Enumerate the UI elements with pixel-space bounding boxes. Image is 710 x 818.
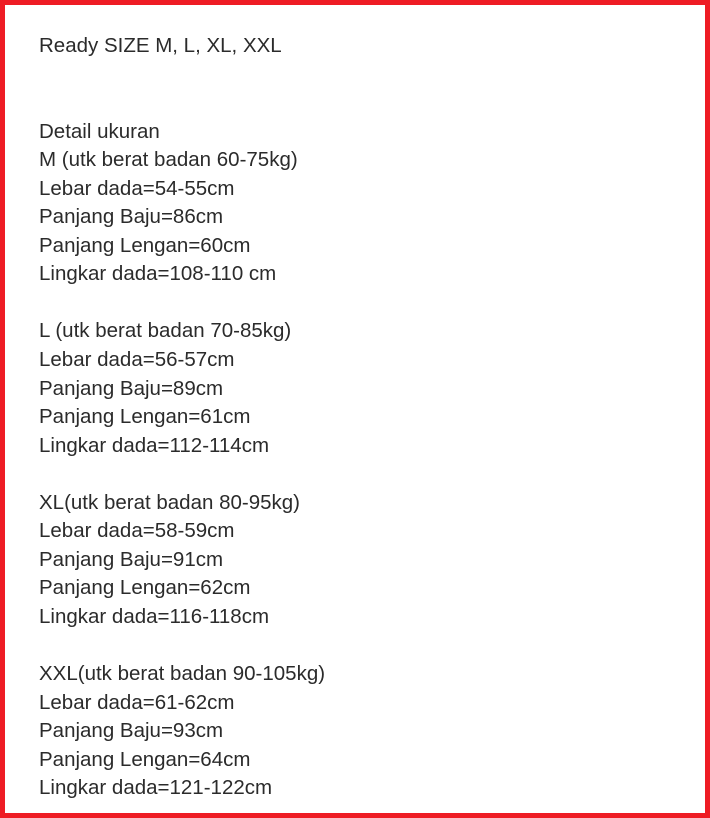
lebar-dada: Lebar dada=56-57cm (39, 348, 235, 372)
section-title: Detail ukuran (39, 119, 160, 143)
size-chart-text (39, 32, 325, 803)
blank-line (39, 460, 325, 489)
panjang-lengan: Panjang Lengan=60cm (39, 233, 251, 257)
size-block-xl (39, 489, 325, 632)
lingkar-dada: Lingkar dada=108-110 cm (39, 262, 277, 286)
size-label: M (utk berat badan 60-75kg) (39, 148, 298, 172)
panjang-baju: Panjang Baju=93cm (39, 719, 224, 743)
blank-line (39, 289, 325, 318)
size-block-m (39, 146, 325, 289)
size-label: L (utk berat badan 70-85kg) (39, 319, 292, 343)
panjang-baju: Panjang Baju=86cm (39, 205, 224, 229)
size-label: XXL(utk berat badan 90-105kg) (39, 662, 326, 686)
panjang-lengan: Panjang Lengan=64cm (39, 747, 251, 771)
size-block-l (39, 317, 325, 460)
blank-line (39, 631, 325, 660)
lingkar-dada: Lingkar dada=121-122cm (39, 776, 273, 800)
size-label: XL(utk berat badan 80-95kg) (39, 490, 300, 514)
lebar-dada: Lebar dada=54-55cm (39, 176, 235, 200)
panjang-lengan: Panjang Lengan=61cm (39, 405, 251, 429)
heading: Ready SIZE M, L, XL, XXL (39, 34, 282, 57)
lingkar-dada: Lingkar dada=112-114cm (39, 433, 270, 457)
blank-line (39, 89, 325, 118)
blank-line (39, 61, 325, 90)
lebar-dada: Lebar dada=61-62cm (39, 690, 235, 714)
panjang-lengan: Panjang Lengan=62cm (39, 576, 251, 600)
lebar-dada: Lebar dada=58-59cm (39, 519, 235, 543)
panjang-baju: Panjang Baju=91cm (39, 547, 224, 571)
panjang-baju: Panjang Baju=89cm (39, 376, 224, 400)
size-block-xxl (39, 660, 325, 803)
lingkar-dada: Lingkar dada=116-118cm (39, 604, 270, 628)
